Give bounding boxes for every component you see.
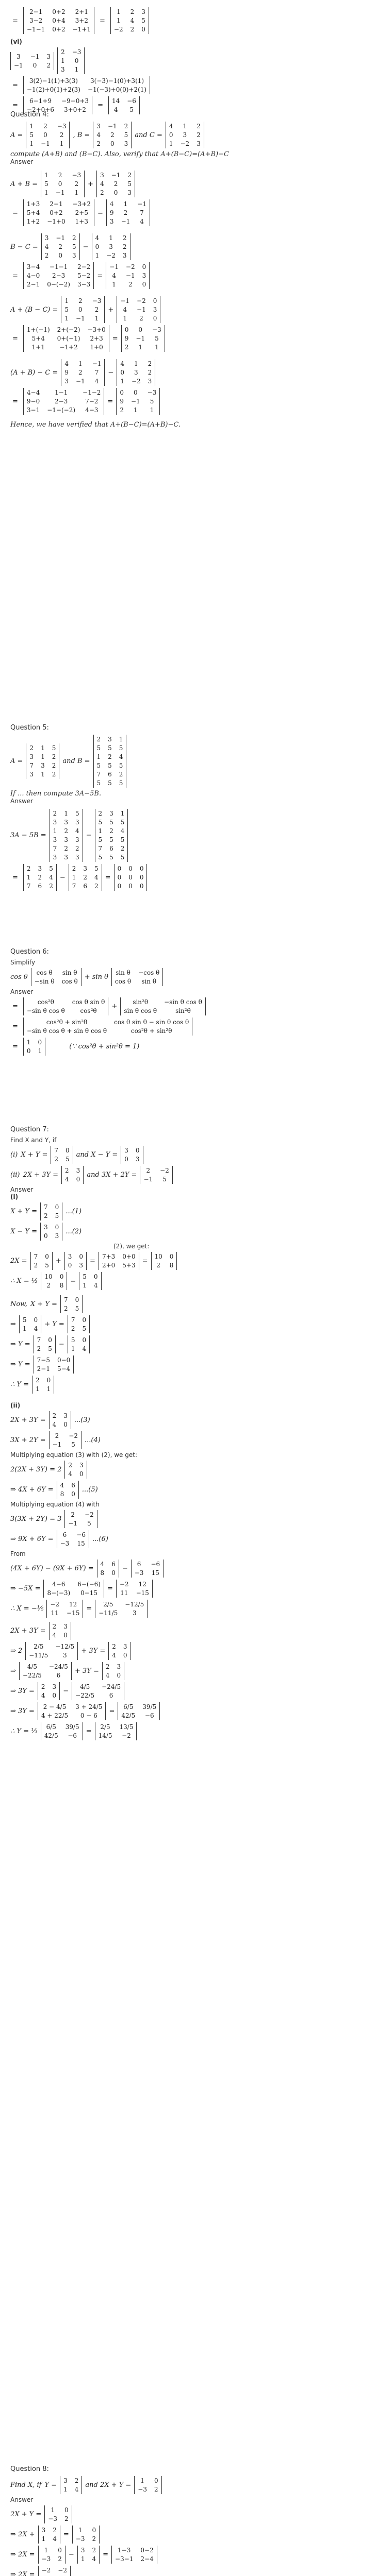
- top-fragment: = 2−1 0+2 2+1 3−2 0+4 3+2 −1−1 0+2 −1+1 = 1 2 3 1 4 5 −2 2 0 (vi) 3 −1 3 −1 0 2 2 −3 1 0 3 1 = 3(2)−1(1)+3(3) 3(−3)−1(0)+3(1) −1(2)+0(1)+2(3) −1(−3)+0(0)+2(1) = 6−1+9 −9−0+3 −2+0+6 3+0+2 = 14 −6 4 5: [10, 5, 382, 116]
- q5-label: Question 5:: [10, 724, 49, 732]
- q4-text: compute (A+B) and (B−C). Also, verify that A+(B−C)=(A+B)−C: [10, 150, 229, 158]
- question-6: Question 6: Simplify cos θ cos θ sin θ −sin θ cos θ + sin θ sin θ −cos θ cos θ sin θ Answer = cos²θ cos θ sin θ −sin θ cos θ cos²θ + sin²θ −sin θ cos θ sin θ cos θ sin²θ = cos²θ + sin²θ cos θ sin θ − sin θ cos θ −sin θ cos θ + sin θ cos θ cos²θ + sin²θ = 1 0 0 1 (∵ cos²θ + sin²θ = 1): [10, 948, 382, 1058]
- q4-result: Hence, we have verified that A+(B−C)=(A+B)−C.: [10, 421, 181, 429]
- q7-now: Now,: [10, 1300, 27, 1308]
- q4-answer: Answer: [10, 158, 34, 165]
- question-5: Question 5: A = 2 1 5 3 1 2 7 3 2 3 1 2 and B = 2 3 1 5 5 5 1 2 4 5 5 5 7 6 2 5 5 5 If ... then compute 3A−5B. Answer 3A − 5B = 2 1 5 3 3 3 1 2 4 3 3 3 7 2 2 3 3 3 − 2 3 1 5 5 5 1 2 4 5 5 5 7 6 2 5 5 5 = 2 3 5 1 2 4 7 6 2 − 2 3 5 1 2 4 7 6 2 = 0 0 0 0 0 0 0 0 0: [10, 724, 382, 893]
- q7-note1: (2), we get:: [113, 1243, 150, 1250]
- q7-note3: Multiplying equation (4) with: [10, 1501, 100, 1508]
- q6-text: Simplify: [10, 959, 36, 966]
- q8-text: Find X, if: [10, 2481, 42, 2489]
- q4-label: Question 4:: [10, 111, 49, 118]
- q7-note2: Multiplying equation (3) with (2), we get:: [10, 1451, 137, 1459]
- q5-text: If ... then compute 3A−5B.: [10, 790, 102, 798]
- q7-answer: Answer: [10, 1186, 34, 1193]
- q8-label: Question 8:: [10, 2465, 49, 2473]
- question-7: Question 7: Find X and Y, if (i) X + Y = 7 0 2 5 and X − Y = 3 0 0 3 (ii) 2X + 3Y = 2 3 4 0 and 3X + 2Y = 2 −2 −1 5 Answer (i) X + Y = 7 0 2 5 ...(1) X − Y = 3 0 0 3 ...(2) (2), we get: 2X = 7 0 2 5 + 3 0 0 3 = 7+3 0+0 2+0 5+3 = 10 0 2 8 ∴ X = ½ 10 0 2 8 = 5 0 1 4 Now, X + Y = 7 0 2 5 ⇒ 5 0 1 4 + Y = 7 0 2 5 ⇒ Y = 7 0 2 5 − 5 0 1 4 ⇒ Y = 7−5 0−0 2−1 5−4 ∴ Y = 2 0 1 1 (ii) 2X + 3Y = 2 3 4 0 ...(3) 3X + 2Y = 2 −2 −1 5 ...(4) Multiplying equation (3) with (2), we get: 2(2X + 3Y) = 2 2 3 4 0 ⇒ 4X + 6Y = 4 6 8 0 ...(5) Multiplying equation (4) with 3(3X + 2Y) = 3 2 −2 −1 5 ⇒ 9X + 6Y = 6 −6 −3 15 ...(6) From (4X + 6Y) − (9X + 6Y) = 4 6 8 0 − 6 −6 −3 15 ⇒ −5X = 4−6 6−(−6) 8−(−3) 0−15 = −2 12 11 −15 ∴ X = −⅕ −2 12 11 −15 = 2/5 −12/5 −11/5 3 2X + 3Y = 2 3 4 0 ⇒ 2 2/5 −12/5 −11/5 3 + 3Y = 2 3 4 0 ⇒ 4/5 −24/5 −22/5 6 + 3Y = 2 3 4 0 ⇒ 3Y = 2 3 4 0 − 4/5 −24/5 −22/5 6 ⇒ 3Y = 2 − 4/5 3 + 24/5 4 + 22/5 0 − 6 = 6/5 39/5 42/5 −6 ∴ Y = ⅓ 6/5 39/5 42/5 −6 = 2/5 13/5 14/5 −2: [10, 1126, 382, 1742]
- q7-part-i: (i): [10, 1151, 18, 1159]
- q8-answer: Answer: [10, 2496, 34, 2503]
- question-4: Question 4: A = 1 2 −3 5 0 2 1 −1 1 , B = 3 −1 2 4 2 5 2 0 3 and C = 4 1 2 0 3 2 1 −2 3 compute (A+B) and (B−C). Also, verify that A+(B−C)=(A+B)−C Answer A + B = 1 2 −3 5 0 2 1 −1 1 + 3 −1 2 4 2 5 2 0 3 = 1+3 2−1 −3+2 5+4 0+2 2+5 1+2 −1+0 1+3 = 4 1 −1 9 2 7 3 −1 4 B − C = 3 −1 2 4 2 5 2 0 3 − 4 1 2 0 3 2 1 −2 3 = 3−4 −1−1 2−2 4−0 2−3 5−2 2−1 0−(−2) 3−3 = −1 −2 0 4 −1 3 1 2 0 A + (B − C) = 1 2 −3 5 0 2 1 −1 1 + −1 −2 0 4 −1 3 1 2 0 = 1+(−1) 2+(−2) −3+0 5+4 0+(−1) 2+3 1+1 −1+2 1+0 = 0 0 −3 9 −1 5 2 1 1 (A + B) − C = 4 1 −1 9 2 7 3 −1 4 − 4 1 2 0 3 2 1 −2 3 = 4−4 1−1 −1−2 9−0 2−3 7−2 3−1 −1−(−2) 4−3 = 0 0 −3 9 −1 5 2 1 1 Hence, we have verified that A+(B−C)=(A+B)−C.: [10, 111, 382, 429]
- q6-label: Question 6:: [10, 948, 49, 956]
- q6-answer: Answer: [10, 988, 34, 995]
- q7-from: From: [10, 1550, 26, 1557]
- q5-answer: Answer: [10, 798, 34, 805]
- q7-text: Find X and Y, if: [10, 1137, 57, 1144]
- question-8: Question 8: Find X, if Y = 3 2 1 4 and 2X + Y = 1 0 −3 2 Answer 2X + Y = 1 0 −3 2 ⇒ 2X + 3 2 1 4 = 1 0 −3 2 ⇒ 2X = 1 0 −3 2 − 3 2 1 4 = 1−3 0−2 −3−1 2−4 ⇒ 2X = −2 −2: [10, 2465, 382, 2576]
- q7-label: Question 7:: [10, 1126, 49, 1133]
- q7-part-ii: (ii): [10, 1171, 20, 1179]
